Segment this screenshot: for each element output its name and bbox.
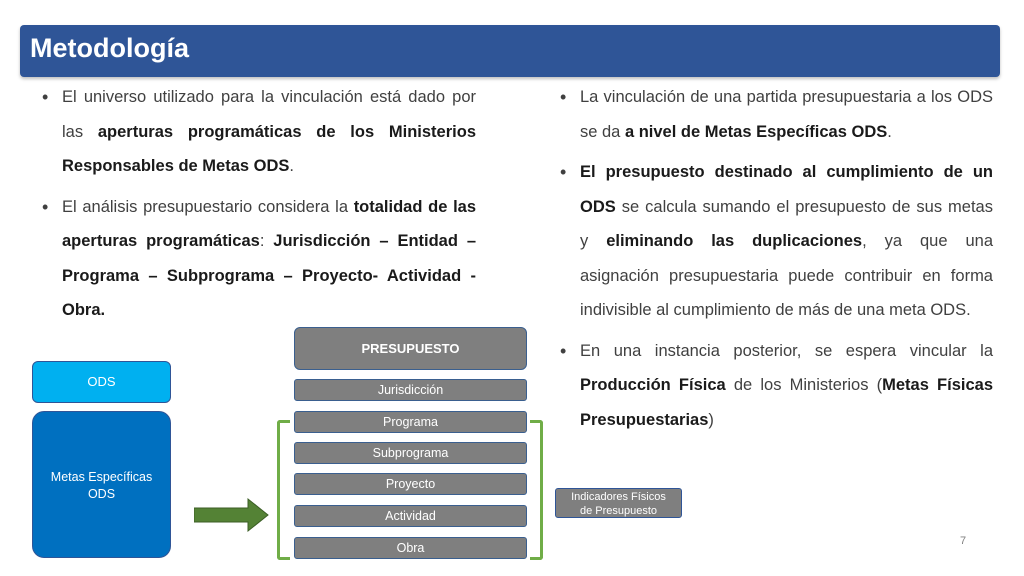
bullet-item bbox=[560, 334, 993, 438]
right-bracket bbox=[530, 420, 543, 560]
indicadores-line1: Indicadores Físicos bbox=[571, 491, 666, 503]
level-label: Proyecto bbox=[385, 477, 436, 491]
ods-label: ODS bbox=[87, 374, 116, 389]
highlight-text: totalidad de las aperturas programáticas bbox=[62, 197, 477, 250]
left-bracket bbox=[277, 420, 290, 560]
body-text: El universo utilizado para la vinculación está dado por las bbox=[62, 88, 476, 141]
level-proyecto bbox=[294, 473, 527, 495]
metas-especificas-box bbox=[32, 411, 171, 558]
body-text: de los Ministerios ( bbox=[725, 376, 883, 394]
body-text: La vinculación de una partida presupuestaria a los ODS se da bbox=[580, 88, 993, 141]
metas-label-line1: Metas Específicas bbox=[50, 470, 153, 484]
body-text: , ya que una asignación presupuestaria puede contribuir en forma indivisible al cumplimiento de más de una meta ODS. bbox=[580, 232, 993, 319]
bullet-item bbox=[42, 80, 476, 184]
level-jurisdiccion bbox=[294, 379, 527, 401]
bullet-item bbox=[560, 80, 993, 149]
highlight-text: El presupuesto destinado al cumplimiento de un ODS bbox=[580, 163, 993, 216]
left-text-column bbox=[42, 80, 476, 334]
highlight-text: aperturas programáticas de los Ministerios Responsables de Metas ODS bbox=[62, 122, 476, 175]
presupuesto-label: PRESUPUESTO bbox=[361, 341, 460, 356]
highlight-text: eliminando las duplicaciones bbox=[606, 232, 863, 250]
level-label: Programa bbox=[383, 415, 438, 429]
level-programa bbox=[294, 411, 527, 433]
highlight-text: Producción Física bbox=[580, 376, 726, 394]
page-number: 7 bbox=[960, 535, 967, 547]
bullet-item bbox=[42, 190, 476, 328]
title-bar bbox=[20, 25, 1000, 77]
indicadores-box bbox=[555, 488, 682, 518]
body-text: : bbox=[259, 232, 274, 250]
level-label: Jurisdicción bbox=[377, 383, 444, 397]
slide-title: Metodología bbox=[30, 33, 189, 63]
level-actividad bbox=[294, 505, 527, 527]
level-subprograma bbox=[294, 442, 527, 464]
level-label: Obra bbox=[396, 541, 425, 555]
level-obra bbox=[294, 537, 527, 559]
body-text: . bbox=[887, 122, 892, 141]
highlight-text: Jurisdicción – Entidad – Programa – Subprograma – Proyecto- Actividad - Obra. bbox=[62, 232, 477, 319]
bullet-item bbox=[560, 155, 993, 328]
level-label: Subprograma bbox=[372, 446, 449, 460]
body-text: En una instancia posterior, se espera vincular la bbox=[580, 341, 993, 360]
highlight-text: Metas Físicas Presupuestarias bbox=[580, 376, 994, 429]
right-arrow-icon bbox=[194, 497, 270, 533]
indicadores-line2: de Presupuesto bbox=[579, 505, 658, 517]
body-text: . bbox=[289, 157, 295, 175]
right-text-column bbox=[560, 80, 993, 443]
body-text: El análisis presupuestario considera la bbox=[62, 197, 354, 216]
highlight-text: a nivel de Metas Específicas ODS bbox=[624, 122, 888, 141]
body-text: ) bbox=[708, 410, 714, 429]
metas-label-line2: ODS bbox=[87, 487, 116, 501]
level-label: Actividad bbox=[385, 509, 436, 523]
ods-box bbox=[32, 361, 171, 403]
body-text: se calcula sumando el presupuesto de sus metas y bbox=[580, 197, 993, 250]
presupuesto-box bbox=[294, 327, 527, 370]
